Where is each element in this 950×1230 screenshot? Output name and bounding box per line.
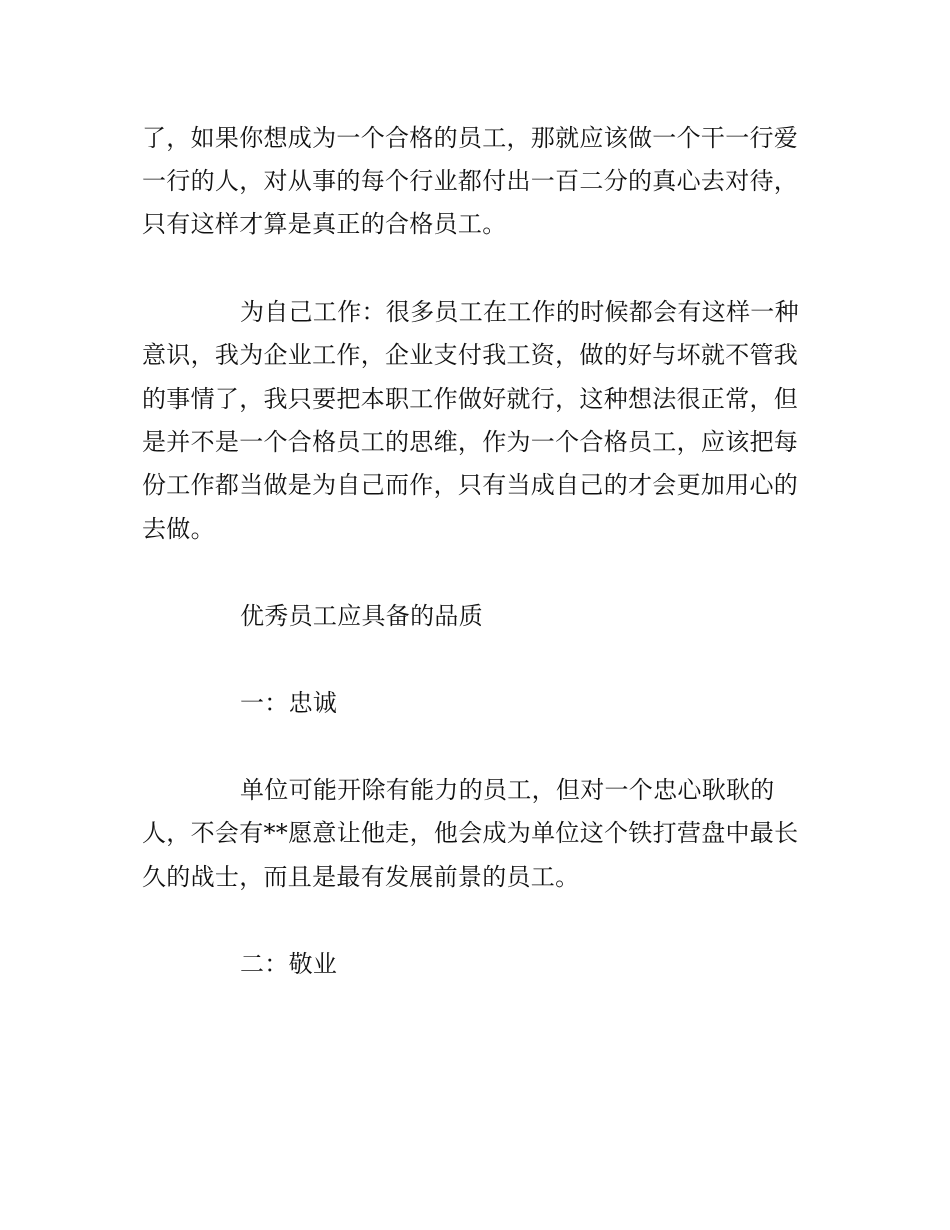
paragraph-line: 了，如果你想成为一个合格的员工，那就应该做一个干一行爱 [142,124,799,152]
paragraph-line: 意识，我为企业工作，企业支付我工资，做的好与坏就不管我 [142,341,799,369]
paragraph-line: 为自己工作：很多员工在工作的时候都会有这样一种 [240,298,799,326]
paragraph-line: 人，不会有**愿意让他走，他会成为单位这个铁打营盘中最长 [142,819,799,847]
paragraph-line: 的事情了，我只要把本职工作做好就行，这种想法很正常，但 [142,385,799,413]
paragraph-line: 一行的人，对从事的每个行业都付出一百二分的真心去对待， [142,167,799,195]
paragraph-line: 是并不是一个合格员工的思维，作为一个合格员工，应该把每 [142,428,799,456]
paragraph-line: 份工作都当做是为自己而作，只有当成自己的才会更加用心的 [142,471,799,499]
paragraph-line: 只有这样才算是真正的合格员工。 [142,210,507,238]
paragraph-line: 久的战士，而且是最有发展前景的员工。 [142,863,580,891]
section-heading: 优秀员工应具备的品质 [240,602,483,630]
subsection-heading: 二：敬业 [240,950,338,978]
paragraph-line: 单位可能开除有能力的员工，但对一个忠心耿耿的 [240,776,775,804]
paragraph-line: 去做。 [142,515,215,543]
subsection-heading: 一：忠诚 [240,689,338,717]
